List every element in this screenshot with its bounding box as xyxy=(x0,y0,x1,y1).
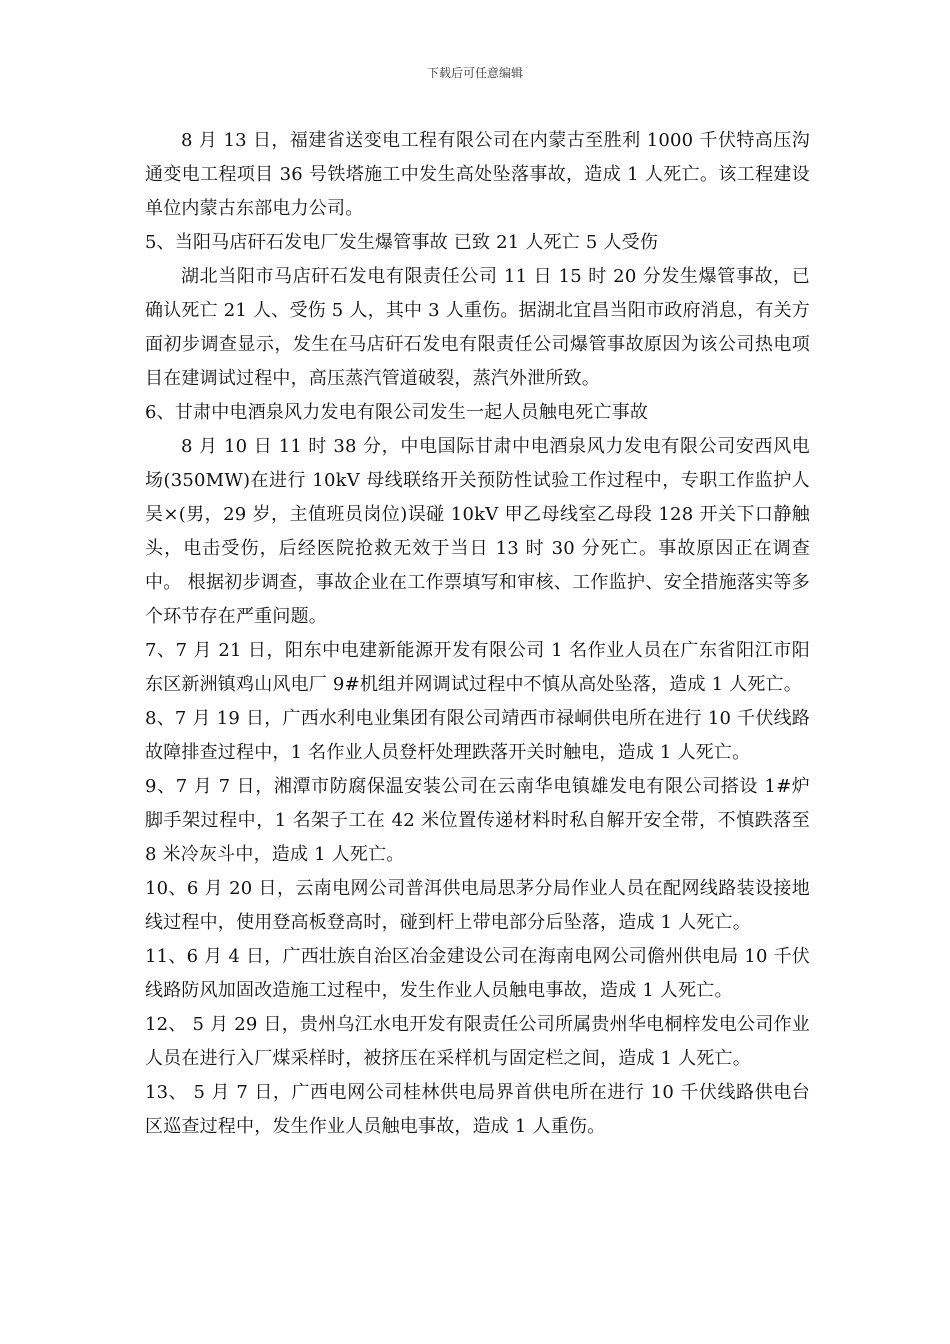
list-item-12: 12、 5 月 29 日，贵州乌江水电开发有限责任公司所属贵州华电桐梓发电公司作业人员在进行入厂煤采样时，被挤压在采样机与固定栏之间，造成 1 人死亡。 xyxy=(145,1014,810,1069)
paragraph-hubei-accident: 湖北当阳市马店矸石发电有限责任公司 11 日 15 时 20 分发生爆管事故，已确认死亡 21 人、受伤 5 人，其中 3 人重伤。据湖北宜昌当阳市政府消息，有关方面初步调查显示，发生在马店矸石发电有限责任公司爆管事故原因为该公司热电项目在建调试过程中，高压蒸汽管道破裂，蒸汽外泄所致。 xyxy=(145,266,810,389)
document-body xyxy=(145,124,810,1144)
paragraph-fujian-accident: 8 月 13 日，福建省送变电工程有限公司在内蒙古至胜利 1000 千伏特高压沟通变电工程项目 36 号铁塔施工中发生高处坠落事故，造成 1 人死亡。该工程建设单位内蒙古东部电力公司。 xyxy=(145,130,810,219)
list-item-10: 10、6 月 20 日，云南电网公司普洱供电局思茅分局作业人员在配网线路装设接地线过程中，使用登高板登高时，碰到杆上带电部分后坠落，造成 1 人死亡。 xyxy=(145,878,810,933)
paragraph-gansu-accident: 8 月 10 日 11 时 38 分，中电国际甘肃中电酒泉风力发电有限公司安西风电场(350MW)在进行 10kV 母线联络开关预防性试验工作过程中，专职工作监护人吴×(男，29 岁，主值班员岗位)误碰 10kV 甲乙母线室乙母段 128 开关下口静触头，电击受伤，后经医院抢救无效于当日 13 时 30 分死亡。事故原因正在调查中。 根据初步调查，事故企业在工作票填写和审核、工作监护、安全措施落实等多个环节存在严重问题。 xyxy=(145,436,810,627)
list-item-11: 11、6 月 4 日，广西壮族自治区冶金建设公司在海南电网公司儋州供电局 10 千伏线路防风加固改造施工过程中，发生作业人员触电事故，造成 1 人死亡。 xyxy=(145,946,810,1001)
page-header: 下载后可任意编辑 xyxy=(426,66,523,80)
list-item-7: 7、7 月 21 日，阳东中电建新能源开发有限公司 1 名作业人员在广东省阳江市阳东区新洲镇鸡山风电厂 9#机组并网调试过程中不慎从高处坠落，造成 1 人死亡。 xyxy=(145,640,810,695)
list-item-13: 13、 5 月 7 日，广西电网公司桂林供电局界首供电所在进行 10 千伏线路供电台区巡查过程中，发生作业人员触电事故，造成 1 人重伤。 xyxy=(145,1082,810,1137)
heading-item-6: 6、甘肃中电酒泉风力发电有限公司发生一起人员触电死亡事故 xyxy=(145,402,649,423)
heading-item-5: 5、当阳马店矸石发电厂发生爆管事故 已致 21 人死亡 5 人受伤 xyxy=(145,232,659,253)
list-item-8: 8、7 月 19 日，广西水利电业集团有限公司靖西市禄峒供电所在进行 10 千伏线路故障排查过程中，1 名作业人员登杆处理跌落开关时触电，造成 1 人死亡。 xyxy=(145,708,810,763)
list-item-9: 9、7 月 7 日，湘潭市防腐保温安装公司在云南华电镇雄发电有限公司搭设 1#炉脚手架过程中，1 名架子工在 42 米位置传递材料时私自解开安全带，不慎跌落至 8 米冷灰斗中，造成 1 人死亡。 xyxy=(145,776,810,865)
